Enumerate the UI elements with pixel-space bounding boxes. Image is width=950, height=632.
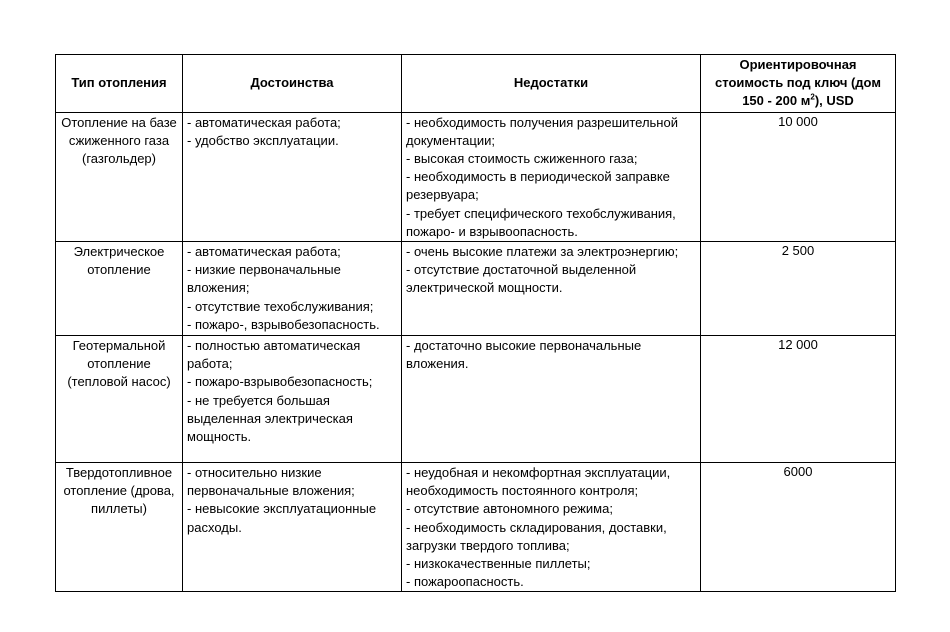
disadvantages-list [406, 336, 696, 373]
cost-cell: 12 000 [701, 336, 896, 463]
list-item: - пожаро-взрывобезопасность; [187, 374, 373, 390]
advantages-list [187, 463, 397, 537]
heating-type-cell [56, 112, 183, 241]
list-item: - высокая стоимость сжиженного газа; [406, 151, 638, 167]
list-item: - полностью автоматическая работа; [187, 338, 361, 372]
advantages-cell [183, 242, 402, 336]
list-item: - автоматическая работа; [187, 114, 341, 130]
table-header-row [56, 55, 896, 113]
list-item: - отсутствие достаточной выделенной электрической мощности. [406, 262, 637, 296]
advantages-cell [183, 112, 402, 241]
header-cost-superscript: 2 [810, 93, 815, 103]
header-advantages: Достоинства [183, 55, 402, 113]
disadvantages-cell [402, 242, 701, 336]
list-item: - низкокачественные пиллеты; [406, 556, 591, 572]
heating-type-text: Твердотопливное отопление (дрова, пиллеты) [63, 465, 175, 517]
heating-type-text: Отопление на базе сжиженного газа (газгольдер) [61, 114, 177, 167]
disadvantages-cell [402, 112, 701, 241]
list-item: - необходимость складирования, доставки, загрузки твердого топлива; [406, 519, 667, 553]
cost-cell: 10 000 [701, 112, 896, 241]
list-item: - пожаро-, взрывобезопасность. [187, 316, 380, 332]
heating-type-text: Геотермальной отопление (тепловой насос) [67, 338, 171, 390]
list-item: - удобство эксплуатации. [187, 132, 339, 148]
list-item: - автоматическая работа; [187, 244, 341, 260]
table-row [56, 242, 896, 336]
advantages-cell [183, 463, 402, 592]
disadvantages-cell [402, 336, 701, 463]
list-item: - необходимость в периодической заправке резервуара; [406, 169, 670, 203]
disadvantages-cell [402, 463, 701, 592]
disadvantages-list [406, 242, 696, 298]
heating-comparison-table [55, 54, 896, 592]
list-item: - достаточно высокие первоначальные вложения. [406, 338, 642, 372]
list-item: - пожароопасность. [406, 574, 524, 590]
table-row [56, 463, 896, 592]
advantages-list [187, 242, 397, 334]
table-row [56, 112, 896, 241]
advantages-list [187, 336, 397, 446]
list-item: - низкие первоначальные вложения; [187, 262, 341, 296]
list-item: - отсутствие техобслуживания; [187, 298, 374, 314]
heating-type-cell [56, 242, 183, 336]
advantages-list [187, 113, 397, 150]
list-item: - неудобная и некомфортная эксплуатации, необходимость постоянного контроля; [406, 465, 671, 499]
advantages-cell [183, 336, 402, 463]
list-item: - необходимость получения разрешительной документации; [406, 114, 678, 148]
list-item: - невысокие эксплуатационные расходы. [187, 501, 377, 535]
cost-cell: 6000 [701, 463, 896, 592]
disadvantages-list [406, 113, 696, 241]
list-item: - очень высокие платежи за электроэнергию; [406, 244, 679, 260]
list-item: - отсутствие автономного режима; [406, 501, 613, 517]
header-cost-suffix: ), USD [814, 93, 854, 109]
heating-type-cell [56, 463, 183, 592]
list-item: - требует специфического техобслуживания, пожаро- и взрывоопасность. [406, 205, 676, 239]
disadvantages-list [406, 463, 696, 591]
table-row [56, 336, 896, 463]
header-disadvantages: Недостатки [402, 55, 701, 113]
header-heating-type: Тип отопления [56, 55, 183, 113]
heating-type-text: Электрическое отопление [73, 244, 165, 278]
header-cost [701, 55, 896, 113]
cost-cell: 2 500 [701, 242, 896, 336]
list-item: - относительно низкие первоначальные вложения; [187, 465, 355, 499]
header-cost-text: Ориентировочная стоимость под ключ (дом 150 - 200 м [715, 57, 881, 109]
heating-type-cell [56, 336, 183, 463]
list-item: - не требуется большая выделенная электрическая мощность. [187, 392, 353, 445]
